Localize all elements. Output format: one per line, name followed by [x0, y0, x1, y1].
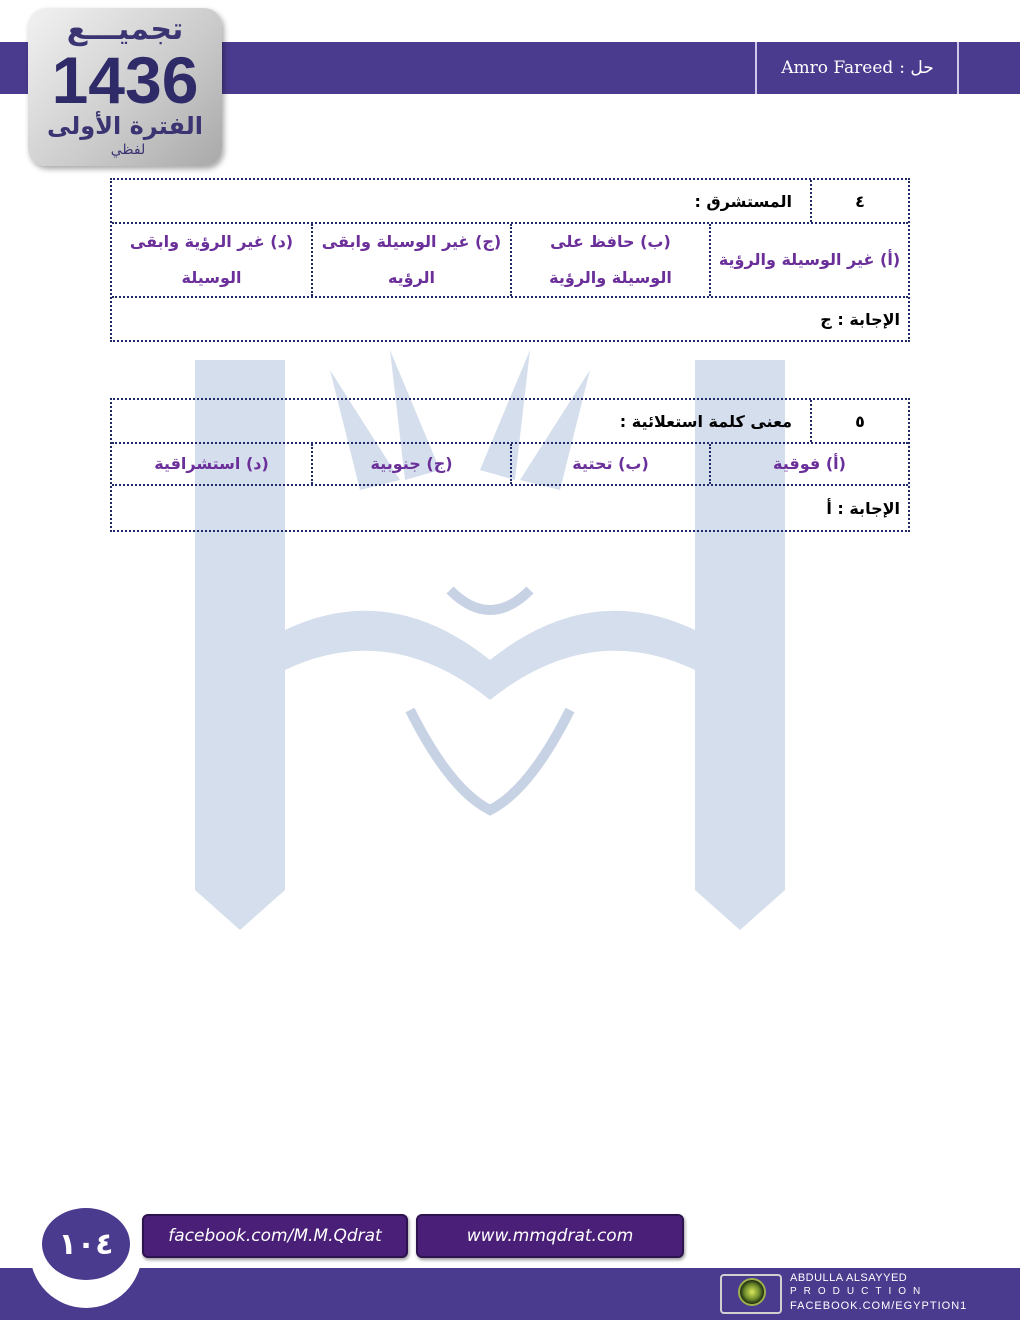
solver-label: حل :: [899, 58, 934, 78]
question-table-5: [110, 398, 910, 532]
header-divider: [755, 42, 757, 94]
logo-subject: لفظي: [110, 142, 146, 158]
options-row: [112, 444, 908, 486]
logo-title: تجميـــع: [66, 12, 184, 47]
options-row: [112, 224, 908, 298]
credit-facebook[interactable]: FACEBOOK.COM/EGYPTION1: [790, 1300, 968, 1312]
camera-lens-icon: [738, 1278, 766, 1306]
answer-row: [112, 298, 908, 340]
solver-credit: [760, 42, 955, 94]
question-text: معنى كلمة استعلائية :: [619, 411, 792, 431]
collection-logo: [28, 8, 222, 166]
question-number: ٤: [810, 180, 908, 222]
logo-period: الفترة الأولى: [46, 112, 204, 140]
page-number: ١٠٤: [42, 1208, 130, 1280]
solver-name: Amro Fareed: [781, 58, 894, 78]
option-c[interactable]: (ج) غير الوسيلة وابقى الرؤيه: [311, 224, 510, 296]
answer-text: الإجابة : ج: [820, 309, 900, 329]
question-row: [112, 400, 908, 444]
question-table-4: [110, 178, 910, 342]
option-b[interactable]: (ب) تحتية: [510, 444, 709, 484]
website-link[interactable]: www.mmqdrat.com: [416, 1214, 684, 1258]
credit-production: PRODUCTION: [790, 1286, 928, 1297]
option-d[interactable]: (د) غير الرؤية وابقى الوسيلة: [129, 232, 294, 287]
logo-year: 1436: [51, 43, 199, 117]
credit-name: ABDULLA ALSAYYED: [790, 1272, 908, 1284]
production-credit: [716, 1270, 1020, 1318]
question-text: المستشرق :: [694, 191, 792, 211]
option-b[interactable]: (ب) حافظ على الوسيلة والرؤية: [510, 224, 709, 296]
answer-row: [112, 486, 908, 530]
option-c[interactable]: (ج) جنوبية: [311, 444, 510, 484]
option-d[interactable]: (د) استشراقية: [154, 454, 269, 473]
facebook-link[interactable]: facebook.com/M.M.Qdrat: [142, 1214, 408, 1258]
header-divider: [957, 42, 959, 94]
option-a[interactable]: (أ) فوقية: [709, 444, 908, 484]
question-number: ٥: [810, 400, 908, 442]
answer-text: الإجابة : أ: [826, 498, 900, 518]
question-row: [112, 180, 908, 224]
option-a[interactable]: (أ) غير الوسيلة والرؤية: [709, 224, 908, 296]
